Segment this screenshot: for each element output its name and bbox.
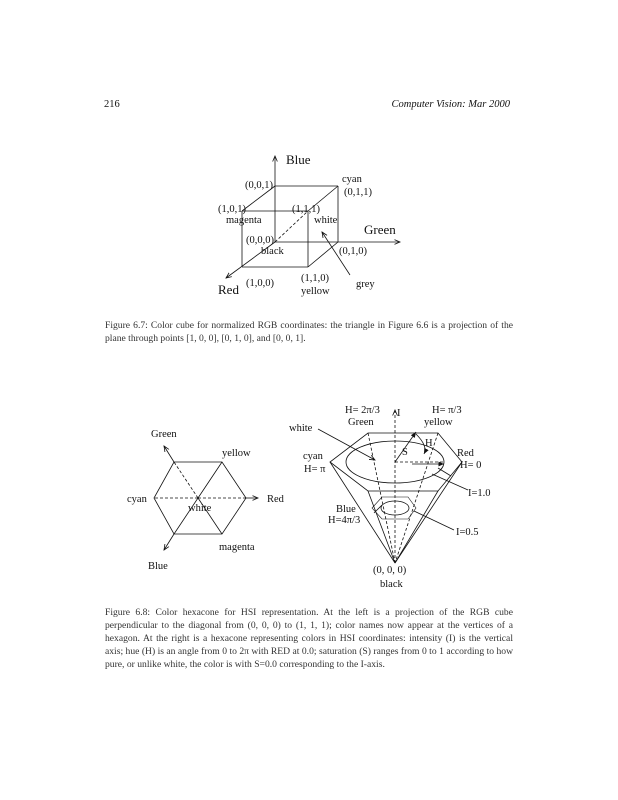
cone-blue: Blue xyxy=(336,504,356,515)
page-number: 216 xyxy=(104,99,120,110)
cone-s: S xyxy=(402,447,408,458)
hex-green: Green xyxy=(151,429,177,440)
hex-yellow: yellow xyxy=(222,448,251,459)
label-c011: (0,1,1) xyxy=(344,187,372,198)
cone-hpi: H= π xyxy=(304,464,326,475)
label-magenta: magenta xyxy=(226,215,262,226)
cone-cyan: cyan xyxy=(303,451,323,462)
hex-magenta: magenta xyxy=(219,542,255,553)
label-white: white xyxy=(314,215,338,226)
caption-figure-6-7: Figure 6.7: Color cube for normalized RGB coordinates: the triangle in Figure 6.6 is a projection of the plane through points [1, 0, 0], [0, 1, 0], and [0, 0, 1]. xyxy=(105,320,513,344)
cone-yellow: yellow xyxy=(424,417,453,428)
cone-i05: I=0.5 xyxy=(456,527,479,538)
label-blue: Blue xyxy=(286,152,311,167)
label-cyan: cyan xyxy=(342,174,362,185)
cone-h2pi3: H= 2π/3 xyxy=(345,405,380,416)
cone-h0: H= 0 xyxy=(460,460,482,471)
cone-h: H xyxy=(425,438,433,449)
hex-cyan: cyan xyxy=(127,494,147,505)
cone-black: black xyxy=(380,579,403,590)
label-c010: (0,1,0) xyxy=(339,246,367,257)
label-yellow: yellow xyxy=(301,286,330,297)
cone-origin: (0, 0, 0) xyxy=(373,565,407,576)
label-red: Red xyxy=(218,282,239,297)
cone-red: Red xyxy=(457,448,474,459)
label-grey: grey xyxy=(356,279,375,290)
cone-h4pi3: H=4π/3 xyxy=(328,515,361,526)
label-green: Green xyxy=(364,222,396,237)
label-c101: (1,0,1) xyxy=(218,204,246,215)
label-black: black xyxy=(261,246,284,257)
label-c110: (1,1,0) xyxy=(301,273,329,284)
hex-red: Red xyxy=(267,494,284,505)
running-title: Computer Vision: Mar 2000 xyxy=(391,99,510,110)
cone-i1: I=1.0 xyxy=(468,488,491,499)
cone-hpi3: H= π/3 xyxy=(432,405,462,416)
cone-i-axis: I xyxy=(397,408,401,419)
hex-blue: Blue xyxy=(148,561,168,572)
cone-white: white xyxy=(289,423,313,434)
label-c100: (1,0,0) xyxy=(246,278,274,289)
hex-white: white xyxy=(188,503,212,514)
caption-figure-6-8: Figure 6.8: Color hexacone for HSI representation. At the left is a projection of the RGB cube perpendicular to the diagonal from (0, 0, 0) to (1, 1, 1); color names now appear at the vertices of a hexagon. At the right is a hexacone representing colors in HSI coordinates: intensity (I) is the vertical axis; hue (H) is an angle from 0 to 2π with RED at 0.0; saturation (S) ranges from 0 to 1 according to how pure, or unlike white, the color is with S=0.0 corresponding to the I-axis. xyxy=(105,607,513,670)
label-c001: (0,0,1) xyxy=(245,180,273,191)
label-c000: (0,0,0) xyxy=(246,235,274,246)
label-c111: (1,1,1) xyxy=(292,204,320,215)
cone-green: Green xyxy=(348,417,374,428)
